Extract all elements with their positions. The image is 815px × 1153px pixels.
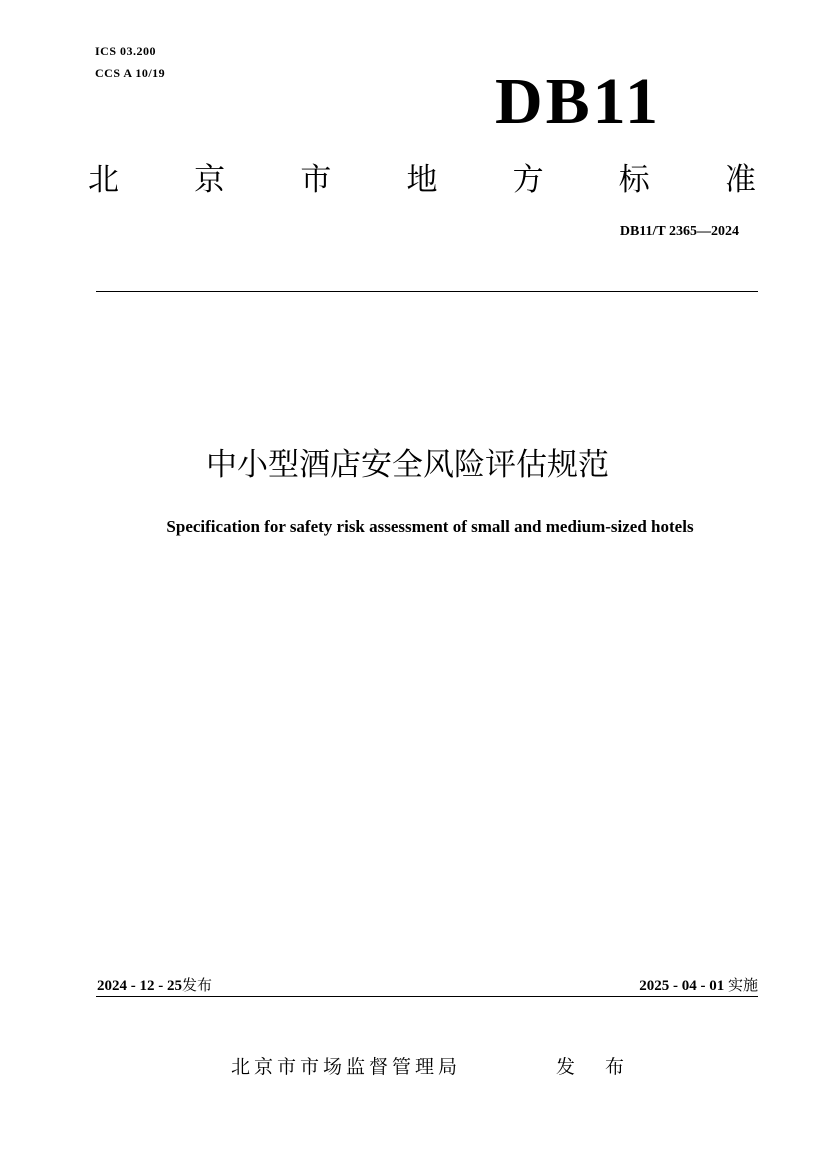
standard-mark: DB11: [495, 65, 662, 138]
title-english: Specification for safety risk assessment of small and medium-sized hotels: [166, 517, 694, 536]
ccs-code: CCS A 10/19: [95, 66, 166, 80]
standard-type-char: 标: [618, 162, 650, 198]
implementation-date: 2025 - 04 - 01: [639, 978, 725, 994]
footer-divider: [96, 996, 758, 997]
issue-date: 2024 - 12 - 25: [97, 978, 182, 994]
standard-type-char: 北: [88, 162, 119, 198]
standard-type-char: 准: [724, 162, 756, 198]
publish-label: 发 布: [556, 1056, 637, 1078]
publisher: 北京市市场监督管理局: [231, 1056, 462, 1078]
standard-type-char: 市: [300, 162, 332, 198]
standard-type-char: 京: [194, 162, 226, 198]
issue-label: 发布: [182, 976, 213, 994]
standard-type-char: 方: [512, 162, 544, 198]
header-divider: [96, 291, 758, 292]
standard-number: DB11/T 2365—2024: [619, 224, 739, 239]
issue-date-line: [97, 974, 212, 995]
standard-type-heading: [88, 160, 756, 200]
implementation-label: 实施: [727, 976, 758, 994]
ics-code: ICS 03.200: [95, 44, 157, 58]
title-chinese: 中小型酒店安全风险评估规范: [206, 447, 609, 483]
classification-codes: [95, 40, 165, 84]
standard-type-char: 地: [406, 162, 438, 198]
implementation-date-line: [639, 974, 758, 995]
